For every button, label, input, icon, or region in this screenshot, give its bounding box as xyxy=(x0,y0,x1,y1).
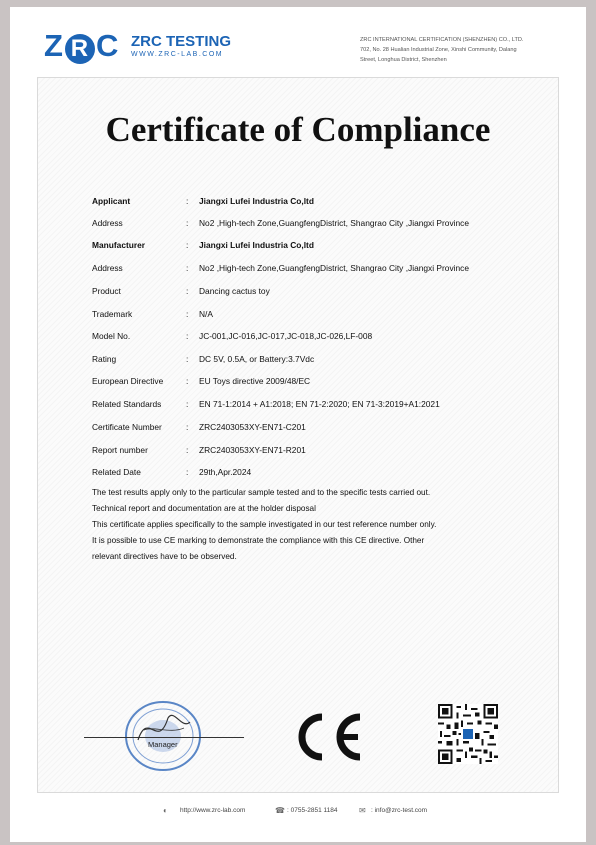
field-label: Report number xyxy=(92,445,148,455)
field-value: Jiangxi Lufei Industria Co,ltd xyxy=(199,240,314,250)
statement-line: This certificate applies specifically to the sample investigated in our test reference number only. xyxy=(92,520,437,529)
statement-line: It is possible to use CE marking to demonstrate the compliance with this CE directive. Other xyxy=(92,536,425,545)
field-value: 29th,Apr.2024 xyxy=(199,467,252,477)
footer-email[interactable]: : info@zrc-test.com xyxy=(371,807,428,814)
compliance-statement xyxy=(92,485,512,565)
field-colon: : xyxy=(186,286,189,296)
globe-icon: ◐ xyxy=(163,806,168,815)
field-value: No2 ,High-tech Zone,GuangfengDistrict, Shangrao City ,Jiangxi Province xyxy=(199,263,469,273)
footer-phone: : 0755-2851 1184 xyxy=(287,807,338,814)
field-value: No2 ,High-tech Zone,GuangfengDistrict, Shangrao City ,Jiangxi Province xyxy=(199,218,469,228)
logo-website: WWW.ZRC-LAB.COM xyxy=(131,51,224,58)
field-colon: : xyxy=(186,263,189,273)
field-value: JC-001,JC-016,JC-017,JC-018,JC-026,LF-008 xyxy=(199,331,373,341)
field-colon: : xyxy=(186,399,189,409)
field-value: DC 5V, 0.5A, or Battery:3.7Vdc xyxy=(199,354,315,364)
field-label: Address xyxy=(92,218,123,228)
field-label: Related Standards xyxy=(92,399,162,409)
logo-brand-name: ZRC TESTING xyxy=(131,33,231,50)
field-label: Model No. xyxy=(92,331,131,341)
footer-website[interactable]: http://www.zrc-lab.com xyxy=(180,807,246,814)
logo-mark xyxy=(44,28,119,64)
field-label: Applicant xyxy=(92,196,131,206)
signature-line xyxy=(84,737,244,738)
field-colon: : xyxy=(186,196,189,206)
mail-icon: ✉ xyxy=(359,806,366,815)
statement-line: Technical report and documentation are at the holder disposal xyxy=(92,504,316,513)
company-line: Street, Longhua District, Shenzhen xyxy=(360,57,447,63)
field-label: European Directive xyxy=(92,376,164,386)
field-value: EU Toys directive 2009/48/EC xyxy=(199,376,311,386)
field-label: Trademark xyxy=(92,309,133,319)
field-label: Rating xyxy=(92,354,117,364)
field-label: Certificate Number xyxy=(92,422,162,432)
field-label: Address xyxy=(92,263,123,273)
statement-line: relevant directives have to be observed. xyxy=(92,552,237,561)
field-colon: : xyxy=(186,376,189,386)
field-colon: : xyxy=(186,445,189,455)
field-colon: : xyxy=(186,467,189,477)
company-seal-stamp xyxy=(124,700,202,772)
field-value: N/A xyxy=(199,309,213,319)
field-label: Manufacturer xyxy=(92,240,146,250)
signature-role: Manager xyxy=(148,740,178,749)
company-line: 702, No. 28 Hualian Industrial Zone, Xinshi Community, Dalang xyxy=(360,47,517,53)
statement-line: The test results apply only to the particular sample tested and to the specific tests carried out. xyxy=(92,488,431,497)
field-label: Related Date xyxy=(92,467,141,477)
qr-code[interactable] xyxy=(438,704,498,764)
field-value: EN 71-1:2014 + A1:2018; EN 71-2:2020; EN 71-3:2019+A1:2021 xyxy=(199,399,440,409)
company-line: ZRC INTERNATIONAL CERTIFICATION (SHENZHEN) CO., LTD. xyxy=(360,37,524,43)
field-value: Dancing cactus toy xyxy=(199,286,270,296)
field-colon: : xyxy=(186,354,189,364)
logo-letter-r: R xyxy=(65,34,95,64)
ce-mark-icon xyxy=(292,712,364,762)
field-colon: : xyxy=(186,331,189,341)
certificate-body-frame xyxy=(37,77,559,793)
field-colon: : xyxy=(186,422,189,432)
field-colon: : xyxy=(186,218,189,228)
phone-icon: ☎ xyxy=(275,806,285,815)
field-colon: : xyxy=(186,240,189,250)
field-colon: : xyxy=(186,309,189,319)
field-label: Product xyxy=(92,286,121,296)
company-address xyxy=(360,35,560,65)
logo-letter-c: C xyxy=(95,28,120,63)
field-value: ZRC2403053XY-EN71-R201 xyxy=(199,445,306,455)
field-value: Jiangxi Lufei Industria Co,ltd xyxy=(199,196,314,206)
logo-letter-z: Z xyxy=(44,28,64,63)
field-value: ZRC2403053XY-EN71-C201 xyxy=(199,422,306,432)
certificate-title: Certificate of Compliance xyxy=(105,110,491,149)
